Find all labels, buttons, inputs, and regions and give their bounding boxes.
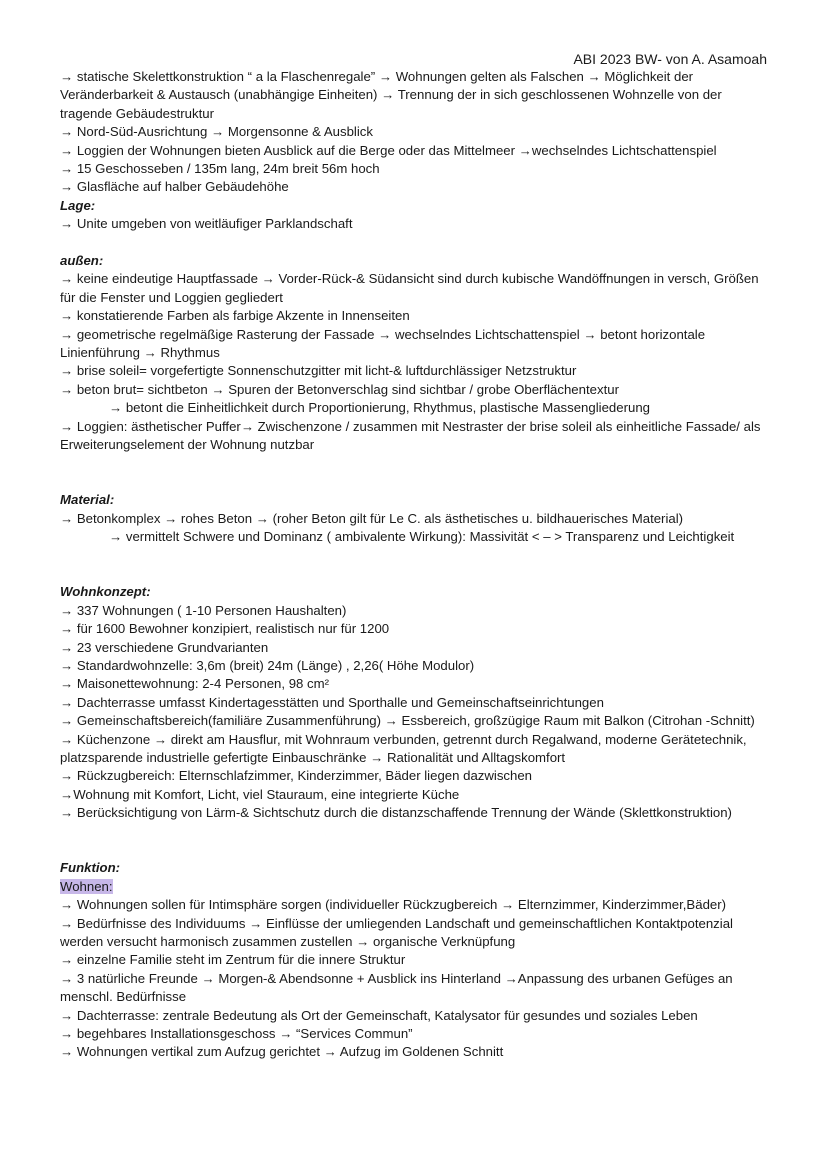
wohnen-subheading: Wohnen: xyxy=(60,878,113,894)
wohnkonzept-line: → für 1600 Bewohner konzipiert, realistisch nur für 1200 xyxy=(60,621,390,637)
aussen-line: → keine eindeutige Hauptfassade → Vorder-Rück-& Südansicht sind durch kubische Wandöffnungen in versch, Größen für die Fenster und Loggien gegliedert xyxy=(60,271,759,305)
material-heading: Material: xyxy=(60,492,115,508)
aussen-section xyxy=(60,252,772,454)
aussen-line: → brise soleil= vorgefertigte Sonnenschutzgitter mit licht-& luftdurchlässiger Netzstruktur xyxy=(60,363,577,379)
funktion-line: → Bedürfnisse des Individuums → Einflüsse der umliegenden Landschaft und gemeinschaftlichen Kontaktpotenzial werden versucht harmonisch zusammen zustellen → organische Verknüpfung xyxy=(60,915,733,950)
intro-line: → Loggien der Wohnungen bieten Ausblick auf die Berge oder das Mittelmeer →wechselndes Lichtschattenspiel xyxy=(60,142,717,158)
intro-line: → statische Skelettkonstruktion “ a la Flaschenregale” → Wohnungen gelten als Falschen → Möglichkeit der Veränderbarkeit & Austausch (unabhängige Einheiten) → Trennung der in sich geschlossenen Wohnzelle von der tragende Gebäudestruktur xyxy=(60,69,722,121)
lage-line: → Unite umgeben von weitläufiger Parklandschaft xyxy=(60,216,353,232)
lage-section xyxy=(60,197,772,234)
aussen-line: → geometrische regelmäßige Rasterung der Fassade → wechselndes Lichtschattenspiel → betont horizontale Linienführung → Rhythmus xyxy=(60,326,706,361)
wohnkonzept-line: → Maisonettewohnung: 2-4 Personen, 98 cm² xyxy=(60,676,330,692)
wohnkonzept-line: → Küchenzone → direkt am Hausflur, mit Wohnraum verbunden, getrennt durch Regalwand, moderne Gerätetechnik, platzsparende industrielle gefertigte Einbauschränke → Rationalität und Alltagskomfort xyxy=(60,731,747,765)
material-section xyxy=(60,491,772,546)
wohnkonzept-line: → Standardwohnzelle: 3,6m (breit) 24m (Länge) , 2,26( Höhe Modulor) xyxy=(60,657,475,673)
intro-section xyxy=(60,68,772,197)
material-indented-line: → vermittelt Schwere und Dominanz ( ambivalente Wirkung): Massivität < – > Transparenz und Leichtigkeit xyxy=(109,529,735,545)
funktion-line: → Wohnungen vertikal zum Aufzug gerichtet → Aufzug im Goldenen Schnitt xyxy=(60,1044,504,1060)
aussen-line: → beton brut= sichtbeton → Spuren der Betonverschlag sind sichtbar / grobe Oberflächentextur xyxy=(60,381,619,397)
lage-heading: Lage: xyxy=(60,197,96,213)
intro-line: → 15 Geschosseben / 135m lang, 24m breit 56m hoch xyxy=(60,161,380,177)
intro-line: → Glasfläche auf halber Gebäudehöhe xyxy=(60,179,289,195)
page-header: ABI 2023 BW- von A. Asamoah xyxy=(573,51,767,67)
aussen-indented-line: → betont die Einheitlichkeit durch Proportionierung, Rhythmus, plastische Massengliederung xyxy=(109,400,650,416)
wohnkonzept-line: →Wohnung mit Komfort, Licht, viel Stauraum, eine integrierte Küche xyxy=(60,786,460,802)
material-line: → Betonkomplex → rohes Beton → (roher Beton gilt für Le C. als ästhetisches u. bildhauerisches Material) xyxy=(60,510,684,526)
funktion-line: → begehbares Installationsgeschoss → “Services Commun” xyxy=(60,1026,413,1042)
wohnkonzept-line: → 23 verschiedene Grundvarianten xyxy=(60,639,269,655)
wohnkonzept-line: → Rückzugbereich: Elternschlafzimmer, Kinderzimmer, Bäder liegen dazwischen xyxy=(60,768,533,784)
intro-line: → Nord-Süd-Ausrichtung → Morgensonne & Ausblick xyxy=(60,124,373,140)
document-body xyxy=(60,68,772,1062)
funktion-section xyxy=(60,859,772,1061)
funktion-line: → Dachterrasse: zentrale Bedeutung als Ort der Gemeinschaft, Katalysator für gesundes und soziales Leben xyxy=(60,1007,698,1023)
wohnkonzept-heading: Wohnkonzept: xyxy=(60,584,151,600)
aussen-line: → konstatierende Farben als farbige Akzente in Innenseiten xyxy=(60,308,410,324)
wohnkonzept-line: → 337 Wohnungen ( 1-10 Personen Haushalten) xyxy=(60,602,347,618)
aussen-line: → Loggien: ästhetischer Puffer→ Zwischenzone / zusammen mit Nestraster der brise soleil als einheitliche Fassade/ als Erweiterungselement der Wohnung nutzbar xyxy=(60,418,761,453)
wohnkonzept-line: → Berücksichtigung von Lärm-& Sichtschutz durch die distanzschaffende Trennung der Wände (Sklettkonstruktion) xyxy=(60,805,732,821)
funktion-line: → einzelne Familie steht im Zentrum für die innere Struktur xyxy=(60,952,406,968)
wohnkonzept-line: → Gemeinschaftsbereich(familiäre Zusammenführung) → Essbereich, großzügige Raum mit Balkon (Citrohan -Schnitt) xyxy=(60,713,755,729)
funktion-heading: Funktion: xyxy=(60,860,121,876)
aussen-heading: außen: xyxy=(60,253,104,269)
funktion-line: → Wohnungen sollen für Intimsphäre sorgen (individueller Rückzugbereich → Elternzimmer, Kinderzimmer,Bäder) xyxy=(60,897,727,913)
wohnkonzept-line: → Dachterrasse umfasst Kindertagesstätten und Sporthalle und Gemeinschaftseinrichtungen xyxy=(60,694,604,710)
funktion-line: → 3 natürliche Freunde → Morgen-& Abendsonne + Ausblick ins Hinterland →Anpassung des urbanen Gefüges an menschl. Bedürfnisse xyxy=(60,970,733,1005)
wohnkonzept-section xyxy=(60,583,772,822)
